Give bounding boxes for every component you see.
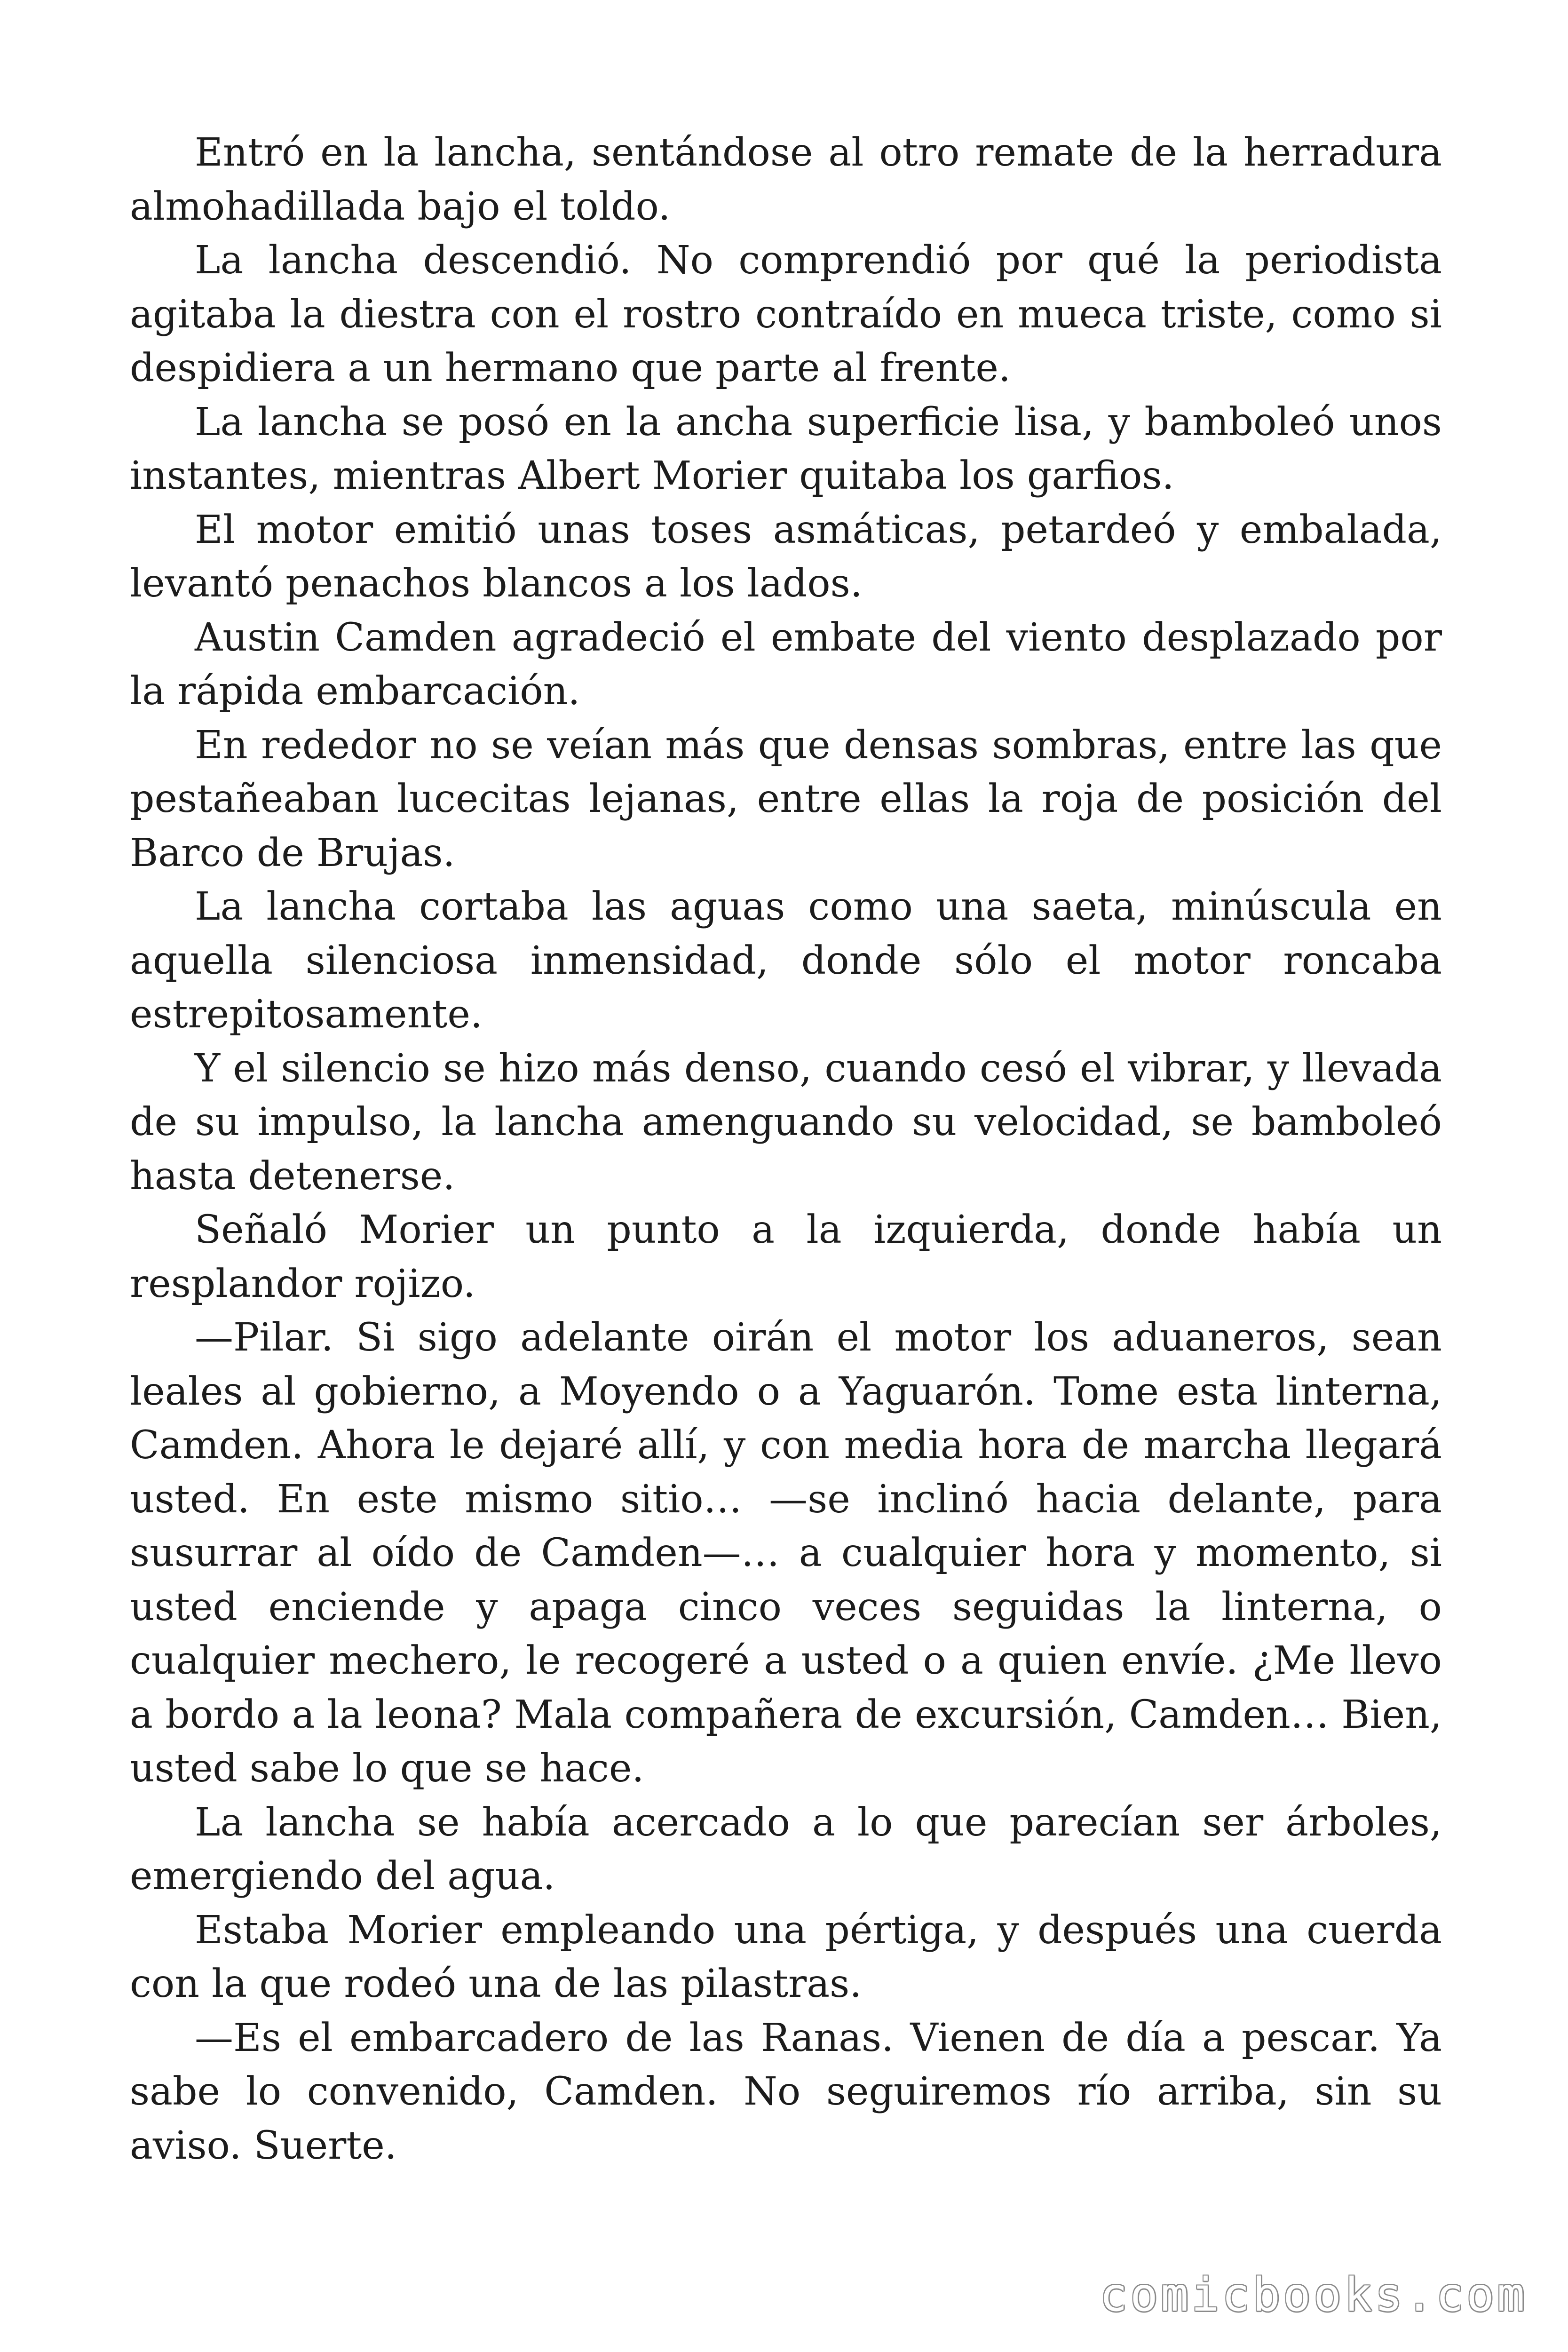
paragraph: Entró en la lancha, sentándose al otro remate de la herradura almohadillada bajo el toldo. xyxy=(130,130,1442,229)
paragraph: Estaba Morier empleando una pértiga, y después una cuerda con la que rodeó una de las pilastras. xyxy=(130,1907,1442,2006)
paragraph: Austin Camden agradeció el embate del viento desplazado por la rápida embarcación. xyxy=(130,615,1442,714)
paragraph: La lancha descendió. No comprendió por qué la periodista agitaba la diestra con el rostro contraído en mueca triste, como si despidiera a un hermano que parte al frente. xyxy=(130,238,1442,390)
paragraph: La lancha se había acercado a lo que parecían ser árboles, emergiendo del agua. xyxy=(130,1800,1442,1899)
paragraph: —Es el embarcadero de las Ranas. Vienen de día a pescar. Ya sabe lo convenido, Camden. No seguiremos río arriba, sin su aviso. Suerte. xyxy=(130,2015,1442,2168)
page-body xyxy=(130,126,1442,2173)
paragraph: La lancha cortaba las aguas como una saeta, minúscula en aquella silenciosa inmensidad, donde sólo el motor roncaba estrepitosamente. xyxy=(130,884,1442,1037)
paragraph: Y el silencio se hizo más denso, cuando cesó el vibrar, y llevada de su impulso, la lancha amenguando su velocidad, se bamboleó hasta detenerse. xyxy=(130,1046,1442,1199)
paragraph: En rededor no se veían más que densas sombras, entre las que pestañeaban lucecitas lejanas, entre ellas la roja de posición del Barco de Brujas. xyxy=(130,723,1442,875)
paragraph: La lancha se posó en la ancha superficie lisa, y bamboleó unos instantes, mientras Albert Morier quitaba los garfios. xyxy=(130,399,1442,498)
paragraph: El motor emitió unas toses asmáticas, petardeó y embalada, levantó penachos blancos a los lados. xyxy=(130,507,1442,606)
paragraph: Señaló Morier un punto a la izquierda, donde había un resplandor rojizo. xyxy=(130,1208,1442,1306)
watermark: comicbooks.com xyxy=(1099,2268,1528,2322)
paragraph: —Pilar. Si sigo adelante oirán el motor los aduaneros, sean leales al gobierno, a Moyendo o a Yaguarón. Tome esta linterna, Camden. Ahora le dejaré allí, y con media hora de marcha llegará usted. En este mismo sitio… —se inclinó hacia delante, para susurrar al oído de Camden—… a cualquier hora y momento, si usted enciende y apaga cinco veces seguidas la linterna, o cualquier mechero, le recogeré a usted o a quien envíe. ¿Me llevo a bordo a la leona? Mala compañera de excursión, Camden… Bien, usted sabe lo que se hace. xyxy=(130,1315,1442,1791)
